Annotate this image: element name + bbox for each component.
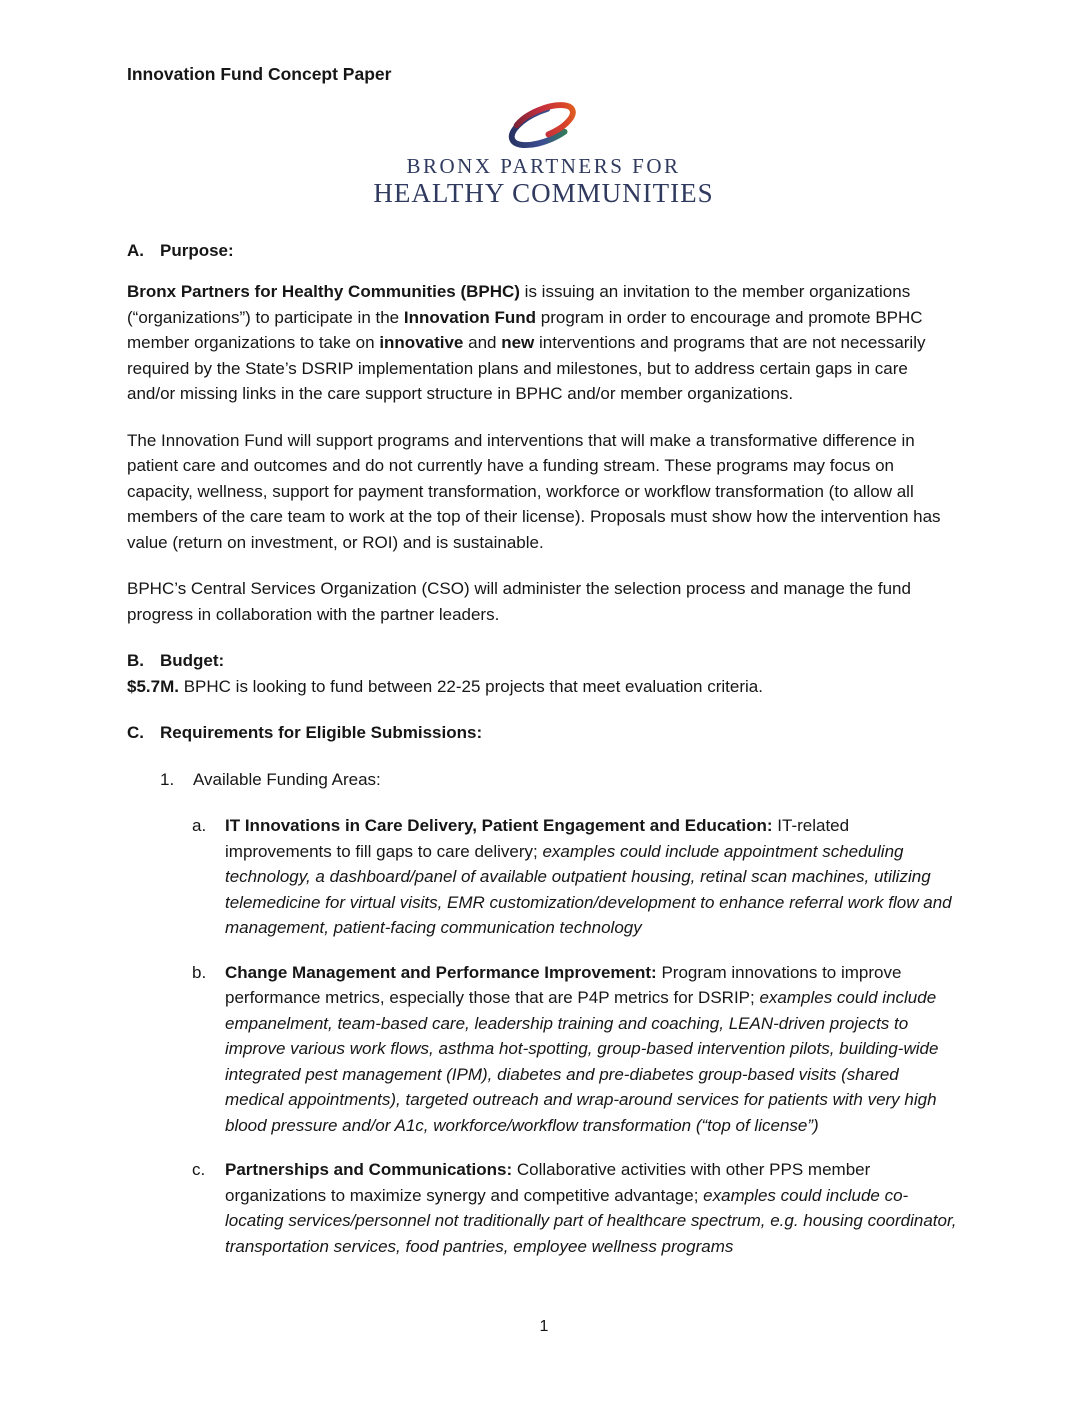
text-run-italic: examples could include co-locating services/personnel not traditionally part of healthcare spectrum, e.g. housing coordinator, transportation services, food pantries, employee wellness programs [225,1185,957,1256]
budget-amount: $5.7M. [127,676,179,696]
funding-area-item-c [192,1157,960,1259]
section-heading-requirements [127,720,960,746]
text-run: interventions and programs that are not necessarily required by the State’s DSRIP implementation plans and milestones, but to address certain gaps in care and/or missing links in the care support structure in BPHC and/or member organizations. [127,333,926,403]
text-run: Collaborative activities with other PPS member organizations to maximize synergy and competitive advantage; [225,1160,871,1205]
purpose-paragraph-2: The Innovation Fund will support programs and interventions that will make a transformative difference in patient care and outcomes and do not currently have a funding stream. These programs may focus on capacity, wellness, support for payment transformation, workforce or workflow transformation (to allow all members of the care team to work at the top of their license). Proposals must show how the intervention has value (return on investment, or ROI) and is sustainable. [127,430,941,552]
text-run: and [463,333,502,352]
text-run-italic: examples could include empanelment, team-based care, leadership training and coaching, LEAN-driven projects to improve various work flows, asthma hot-spotting, group-based intervention pilots, building-wide integrated pest management (IPM), diabetes and pre-diabetes group-based visits (shared medical appointments), targeted outreach and wrap-around services for patients with very high blood pressure and/or A1c, workforce/workflow transformation (“top of license”) [225,988,939,1135]
funding-area-title: Partnerships and Communications: [225,1160,513,1179]
text-run: IT-related improvements to fill gaps to care delivery; [225,816,850,861]
funding-area-title: Change Management and Performance Improvement: [225,962,657,982]
text-run: is issuing an invitation to the member organizations (“organizations”) to participate in the [127,282,911,327]
section-marker-c: C. [127,723,144,742]
funding-area-title: IT Innovations in Care Delivery, Patient Engagement and Education: [225,816,773,835]
list-item-available-funding-areas [160,767,960,793]
list-marker-a: a. [192,816,207,835]
budget-text: BPHC is looking to fund between 22-25 projects that meet evaluation criteria. [178,676,763,696]
text-run-italic: examples could include appointment scheduling technology, a dashboard/panel of available outpatient housing, retinal scan machines, utilizing telemedicine for virtual visits, EMR customization/development to enhance referral work flow and management, patient-facing communication technology [225,841,952,937]
logo-org-name-line2: HEALTHY COMMUNITIES [373,177,714,208]
text-run: Program innovations to improve performance metrics, especially those that are P4P metrics for DSRIP; [225,962,902,1007]
text-run-bold: Bronx Partners for Healthy Communities (BPHC) [127,282,520,301]
list-marker-b: b. [192,962,207,982]
text-run-bold: Innovation Fund [403,307,537,327]
funding-area-text [225,1157,960,1259]
section-heading-purpose [127,238,960,264]
funding-area-item-b [192,960,960,1139]
text-run: program in order to encourage and promote BPHC member organizations to take on [127,307,923,352]
purpose-paragraph-1 [127,279,960,407]
list-item-label: Available Funding Areas: [193,769,381,789]
section-heading-budget-label: Budget: [160,651,225,670]
page-number: 1 [539,1318,549,1335]
funding-area-text [225,813,960,941]
funding-area-text [225,960,960,1139]
funding-area-item-a [192,813,960,941]
purpose-paragraph-3: BPHC’s Central Services Organization (CSO) will administer the selection process and manage the fund progress in collaboration with the partner leaders. [127,579,911,624]
bphc-logo [127,96,960,208]
bphc-logo-swirl-icon [498,96,590,152]
section-marker-b: B. [127,651,144,670]
section-heading-purpose-label: Purpose: [160,240,234,260]
logo-org-name-line1: BRONX PARTNERS FOR [406,153,681,178]
text-run-bold: innovative [379,333,464,352]
section-heading-budget [127,648,960,674]
document-title: Innovation Fund Concept Paper [127,64,392,84]
text-run-bold: new [501,333,535,352]
budget-paragraph [127,674,960,700]
list-marker-1: 1. [160,769,175,789]
list-marker-c: c. [192,1160,206,1179]
section-heading-requirements-label: Requirements for Eligible Submissions: [160,723,483,742]
section-marker-a: A. [127,240,144,260]
